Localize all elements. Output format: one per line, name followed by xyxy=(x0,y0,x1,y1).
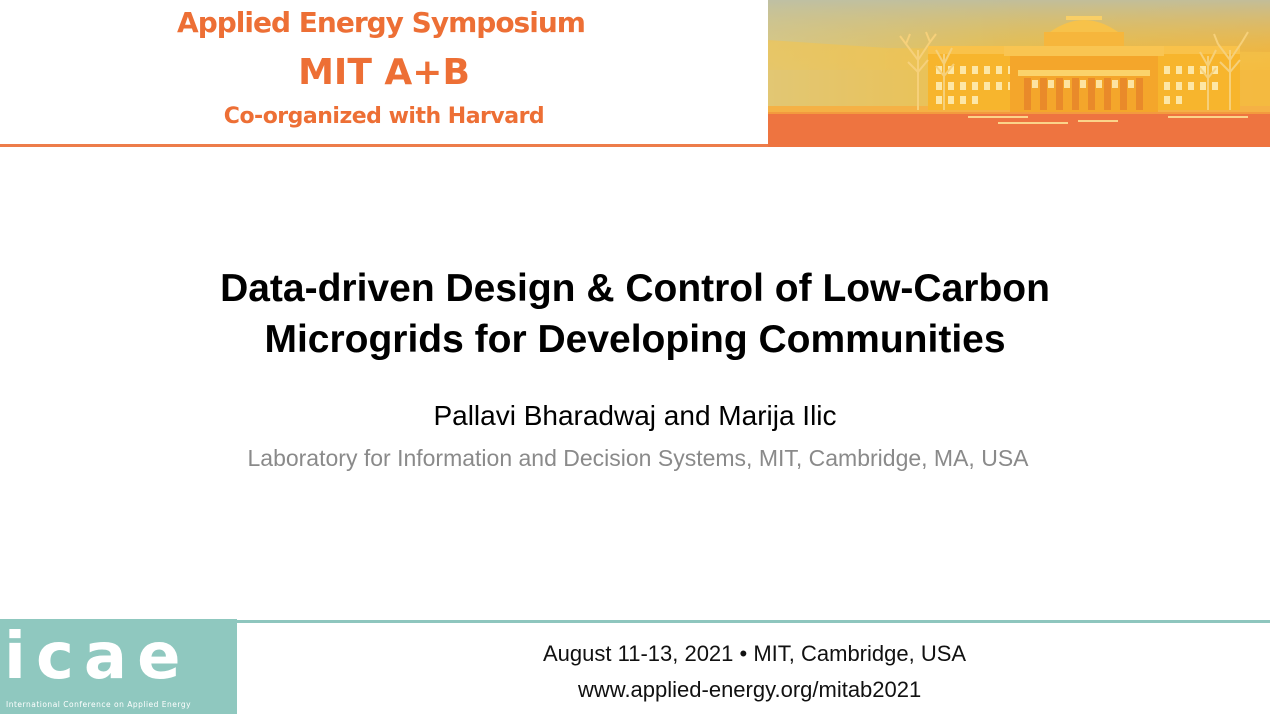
coorganizer-line: Co-organized with Harvard xyxy=(223,104,545,129)
footer-divider xyxy=(236,620,1270,623)
author-names: Pallavi Bharadwaj and Marija Ilic xyxy=(433,400,837,431)
icae-logo-subtitle: International Conference on Applied Energy xyxy=(6,700,192,709)
mit-dome-banner-illustration xyxy=(768,0,1270,147)
slide-title-line-2: Microgrids for Developing Communities xyxy=(264,318,1006,361)
conference-date-location: August 11-13, 2021 • MIT, Cambridge, USA xyxy=(543,641,967,666)
slide-header xyxy=(0,0,1270,147)
author-affiliation: Laboratory for Information and Decision Systems, MIT, Cambridge, MA, USA xyxy=(247,445,1029,471)
slide-title-line-1: Data-driven Design & Control of Low-Carbon xyxy=(220,267,1050,310)
header-divider xyxy=(0,144,768,147)
symposium-heading xyxy=(0,0,768,145)
icae-logo-wordmark: icae xyxy=(4,620,191,694)
symposium-name: Applied Energy Symposium xyxy=(177,6,585,39)
symposium-venue: MIT A+B xyxy=(298,52,470,93)
conference-url[interactable]: www.applied-energy.org/mitab2021 xyxy=(578,677,922,702)
slide-title xyxy=(0,263,1270,365)
